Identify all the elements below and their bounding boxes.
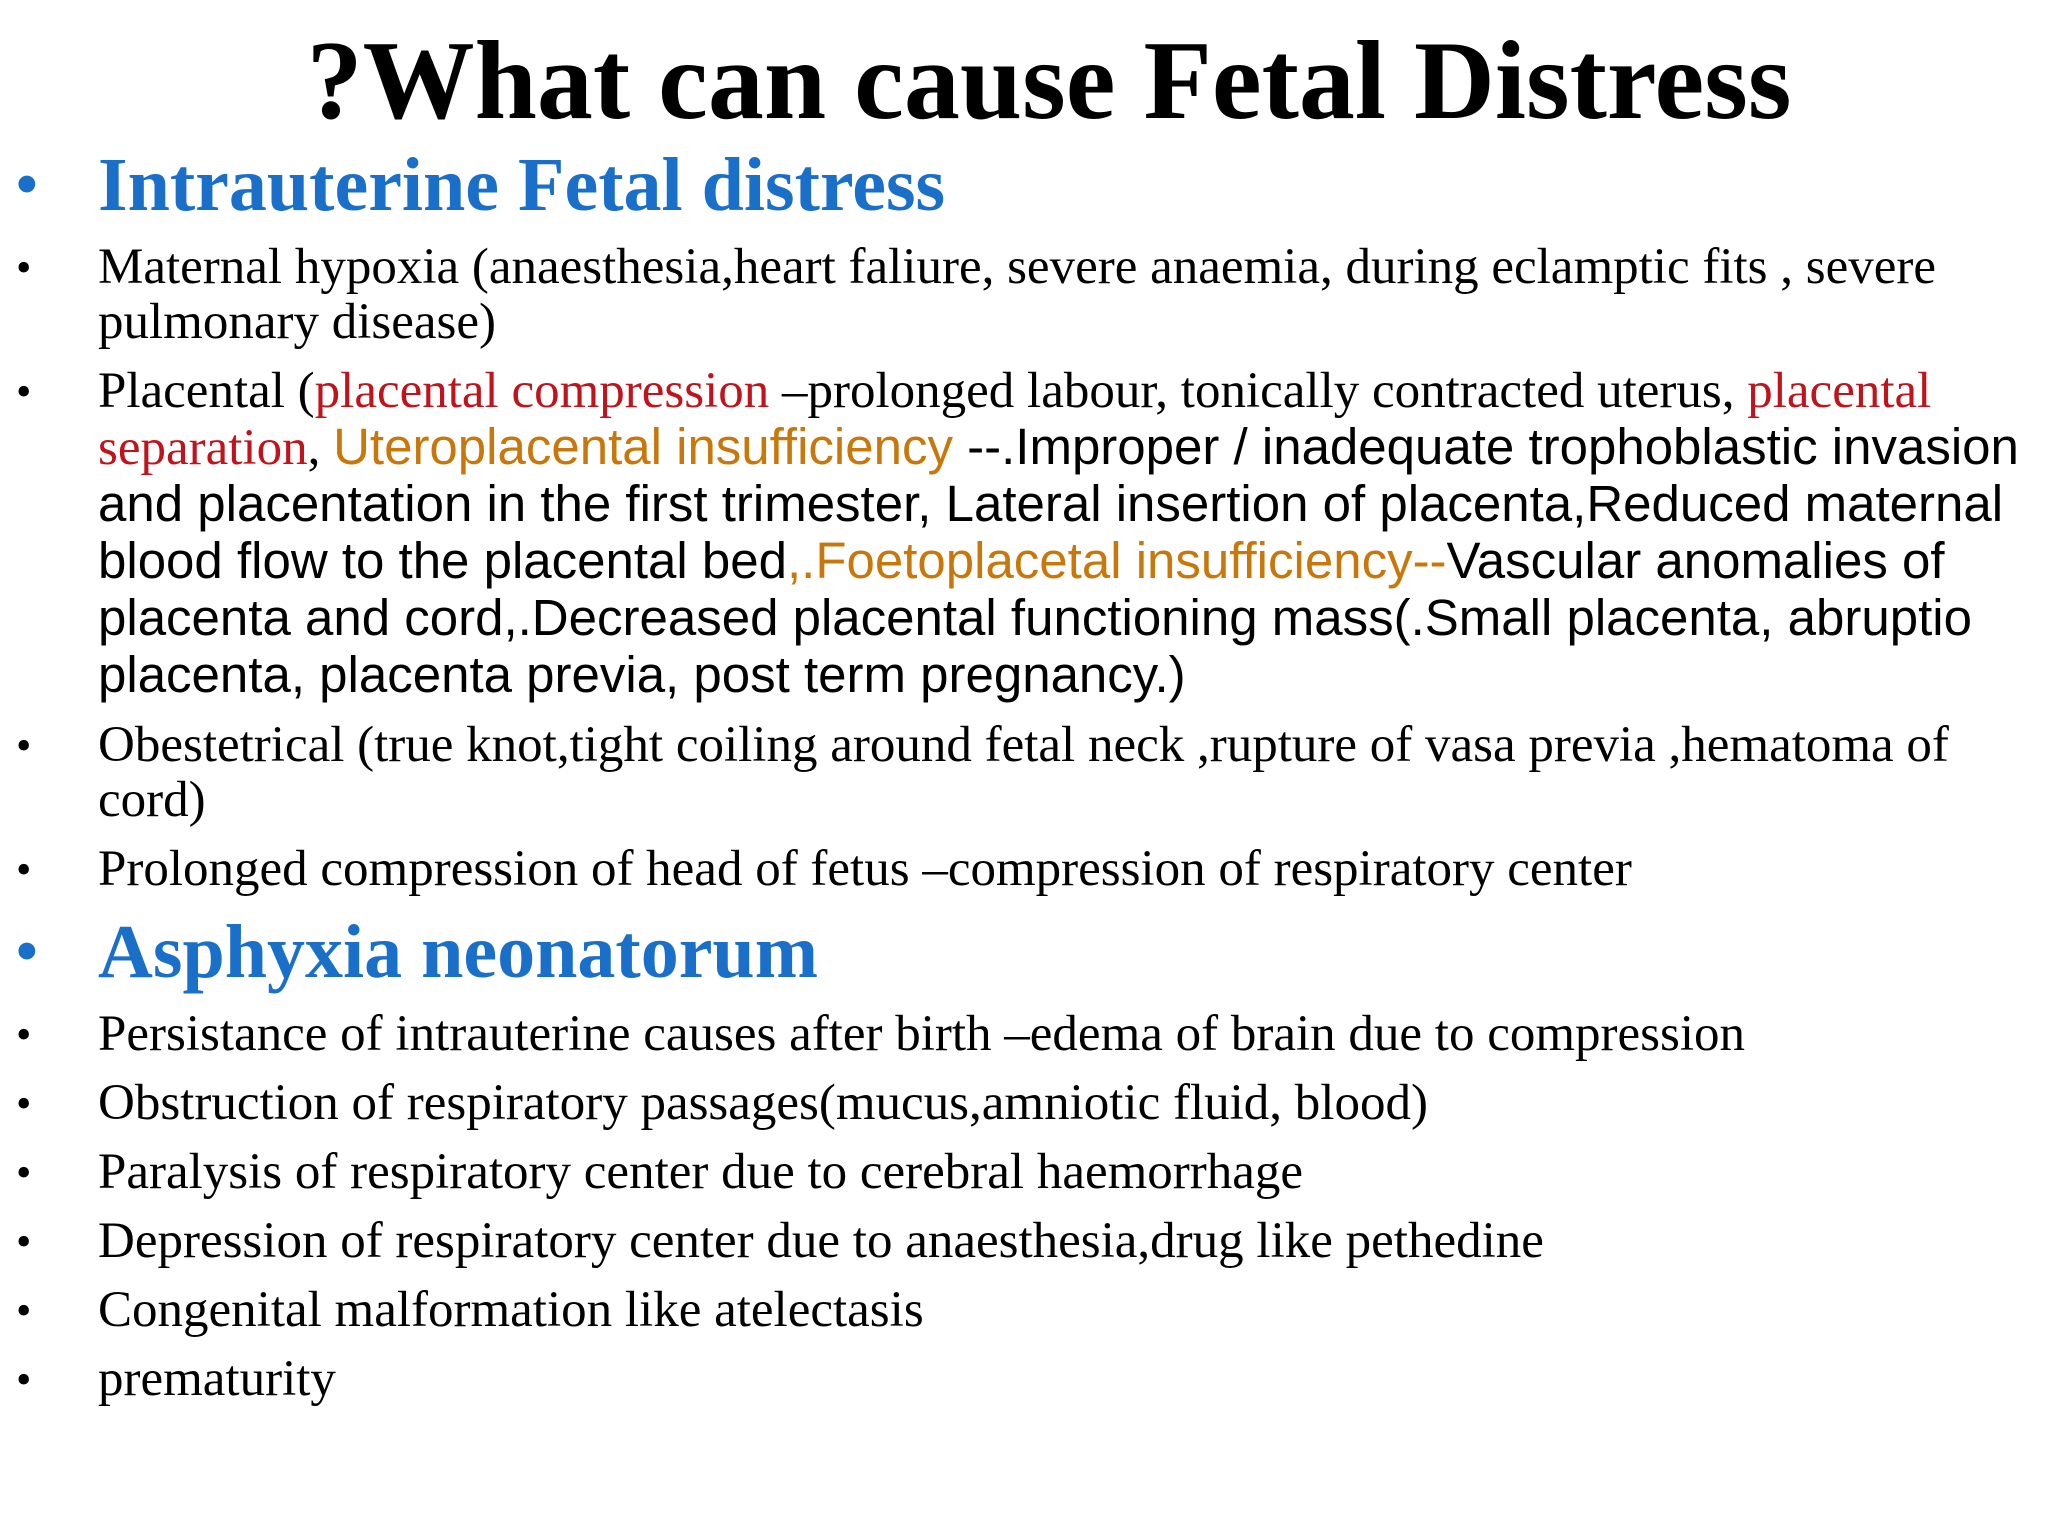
list-item-placental [0,364,2048,704]
text-segment-sans: Vascular anomalies of placenta and cord,.Decreased placental functioning mass(.Small placenta, abruptio placenta, placenta previa, post term pregnancy.) [98,532,1972,703]
list-item [0,1214,2048,1269]
list-item [0,1145,2048,1200]
bullet-icon: • [16,1010,32,1059]
text-segment-sans: --.Improper / inadequate trophoblastic invasion and placentation in the first trimester, Lateral insertion of placenta,Reduced maternal blood flow to the placental bed [98,418,2019,589]
list-item-text: Obstruction of respiratory passages(mucus,amniotic fluid, blood) [98,1075,1428,1131]
bullet-icon: • [16,1286,32,1335]
bullet-icon: • [16,721,32,770]
bullet-icon: • [16,1355,32,1404]
list-item [0,1007,2048,1062]
slide-title: ?What can cause Fetal Distress [306,19,1792,143]
bullet-icon: • [16,845,32,894]
list-item-text: Prolonged compression of head of fetus –compression of respiratory center [98,841,1632,897]
bullet-icon: • [16,1217,32,1266]
section-heading-text: Intrauterine Fetal distress [98,143,946,227]
list-item [0,1352,2048,1407]
text-segment-orange: Uteroplacental insufficiency [333,418,953,475]
bullet-icon: • [16,1148,32,1197]
list-item-text: Congenital malformation like atelectasis [98,1282,924,1338]
list-item [0,842,2048,897]
section-heading-asphyxia [0,907,2048,997]
text-segment: –prolonged labour, tonically contracted uterus, [769,363,1748,419]
text-segment-red: placental compression [314,363,770,419]
list-item [0,1283,2048,1338]
text-segment: Placental ( [98,363,315,419]
text-segment-orange: ,.Foetoplacetal insufficiency [787,532,1413,589]
list-item-text: Depression of respiratory center due to anaesthesia,drug like pethedine [98,1213,1544,1269]
list-item [0,1076,2048,1131]
text-segment-orange: -- [1412,532,1447,589]
list-item-text: Maternal hypoxia (anaesthesia,heart faliure, severe anaemia, during eclamptic fits , severe pulmonary disease) [98,239,1936,350]
bullet-icon: • [16,151,38,219]
bullet-icon: • [16,367,32,416]
list-item-text: Persistance of intrauterine causes after birth –edema of brain due to compression [98,1006,1745,1062]
bullet-icon: • [16,1079,32,1128]
list-item [0,718,2048,828]
bullet-icon: • [16,918,38,986]
list-item-text: Obestetrical (true knot,tight coiling around fetal neck ,rupture of vasa previa ,hematoma of cord) [98,717,1949,828]
list-item-text: prematurity [98,1351,336,1407]
section-heading-text: Asphyxia neonatorum [98,910,818,994]
list-item [0,240,2048,350]
slide-content [0,140,2048,1407]
bullet-icon: • [16,243,32,292]
text-segment-red: placental separation [98,363,1932,476]
section-heading-intrauterine [0,140,2048,230]
text-segment: , [307,420,334,476]
list-item-text: Paralysis of respiratory center due to cerebral haemorrhage [98,1144,1304,1200]
